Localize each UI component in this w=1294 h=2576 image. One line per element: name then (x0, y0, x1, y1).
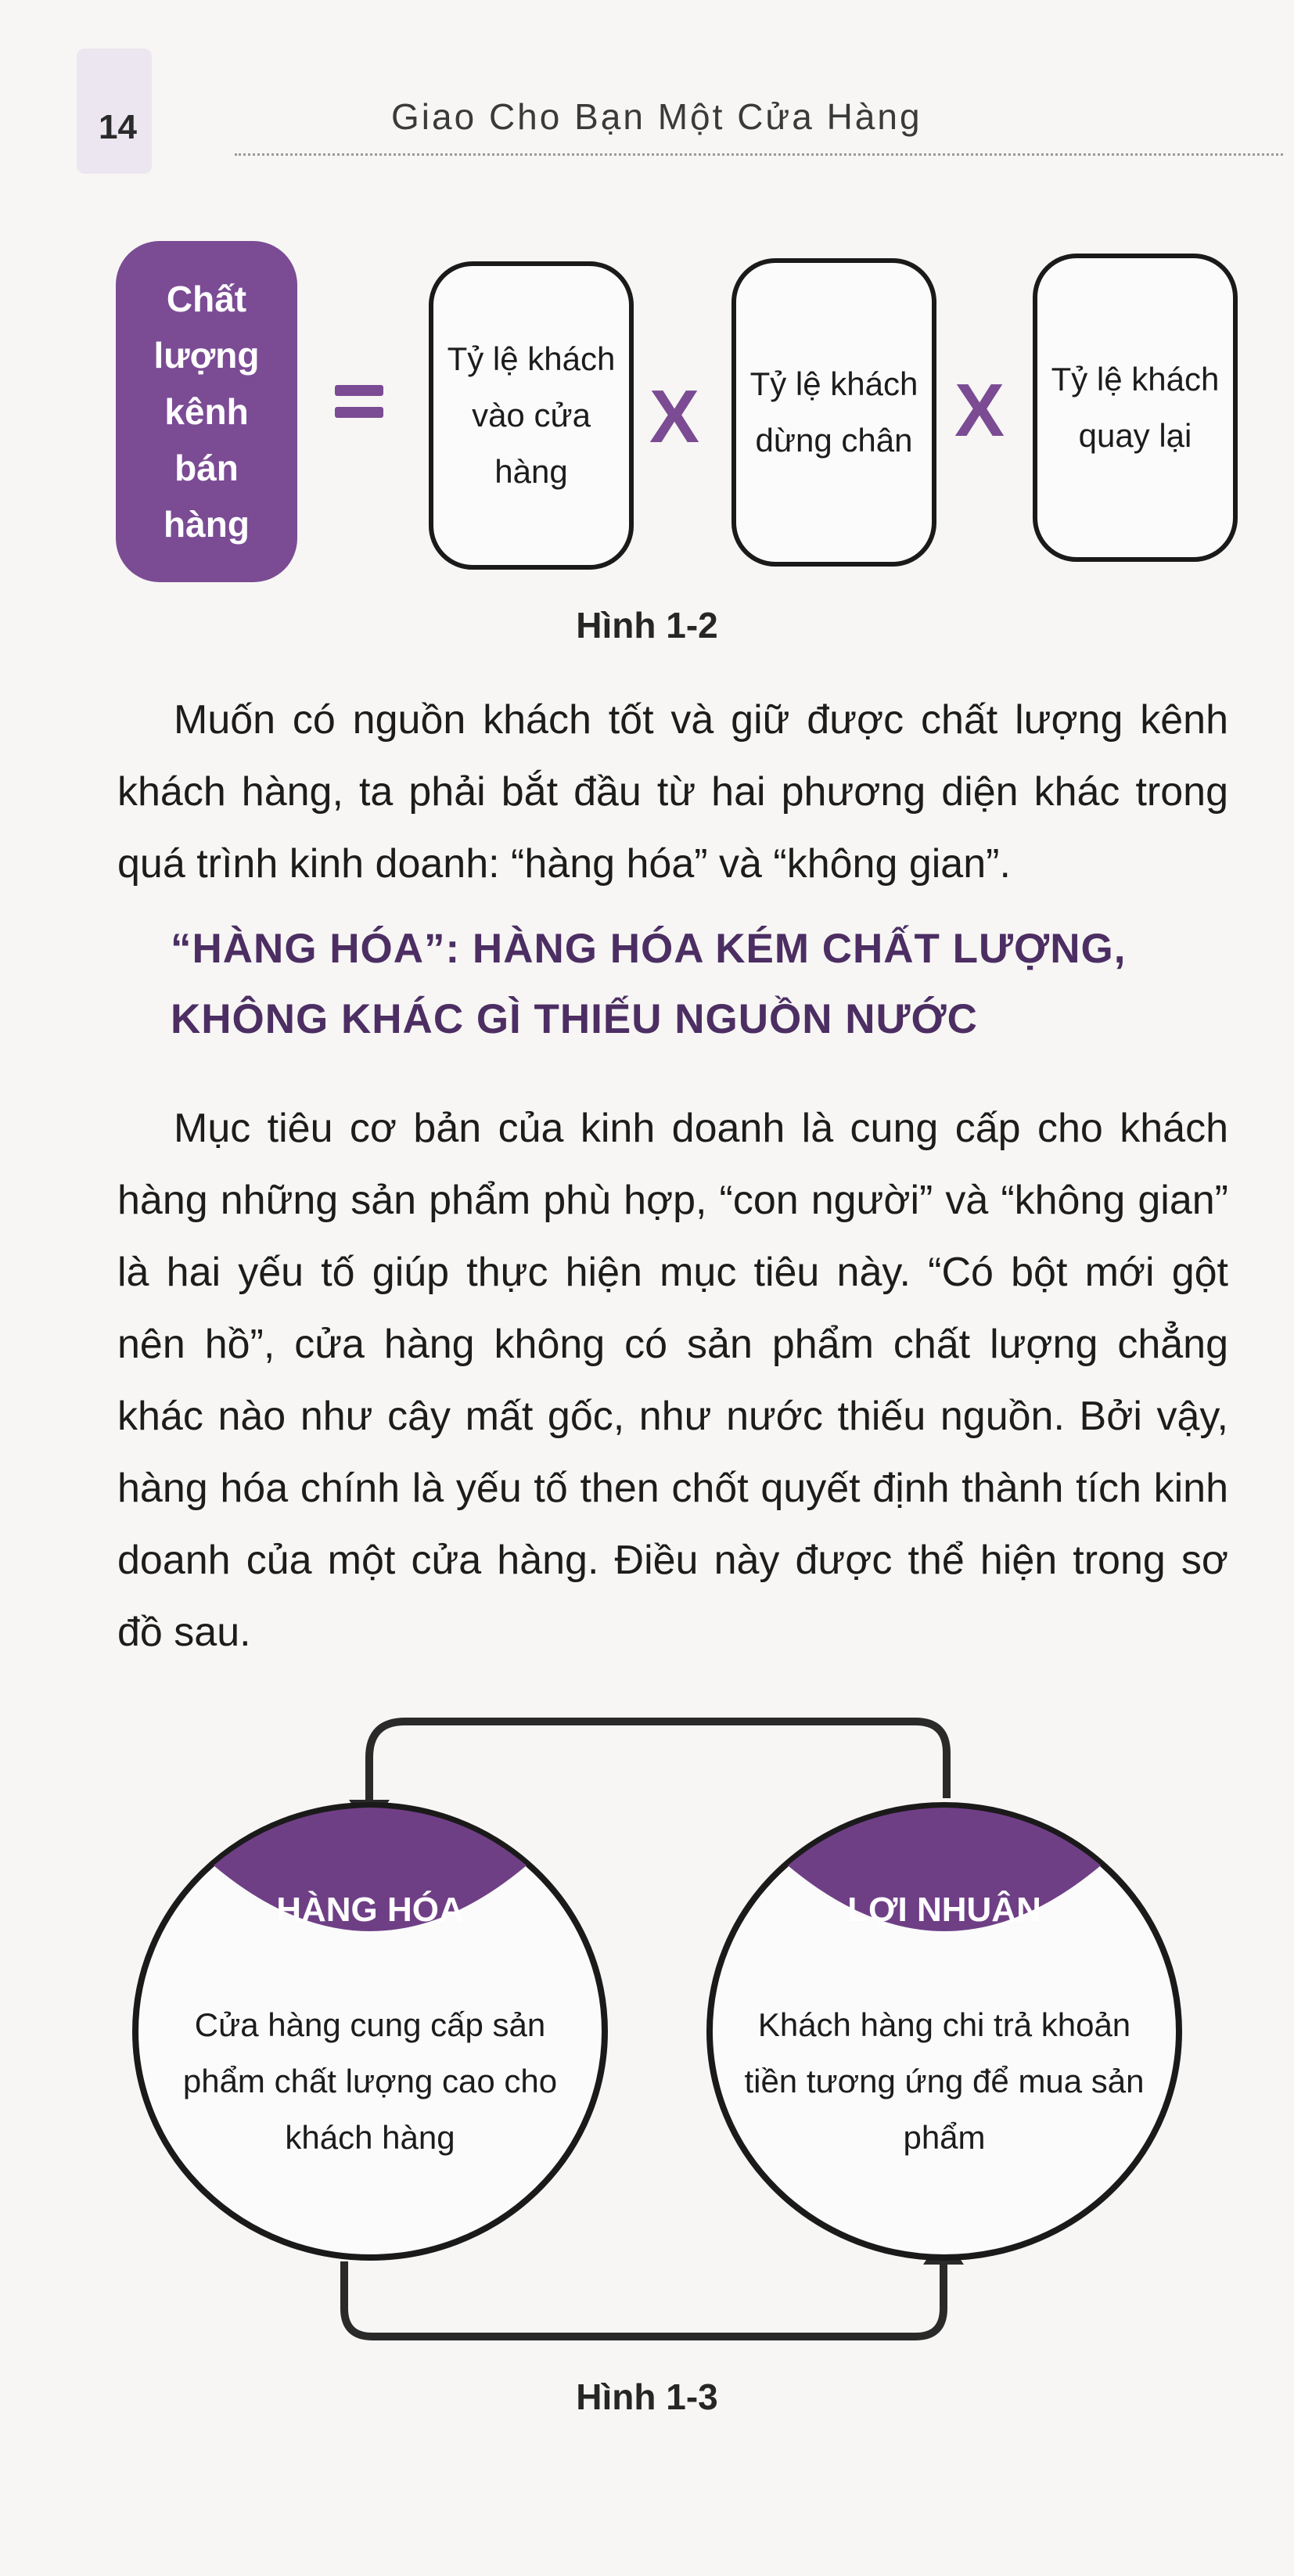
paragraph-text: Mục tiêu cơ bản của kinh doanh là cung cấp cho khách hàng những sản phẩm phù hợp, “con người” và “không gian” là hai yếu tố giúp thực hiện mục tiêu này. “Có bột mới gột nên hồ”, cửa hàng không có sản phẩm chất lượng chẳng khác nào như cây mất gốc, như nước thiếu nguồn. Bởi vậy, hàng hóa chính là yếu tố then chốt quyết định thành tích kinh doanh của một cửa hàng. Điều này được thể hiện trong sơ đồ sau. (117, 1106, 1228, 1655)
section-heading-line: KHÔNG KHÁC GÌ THIẾU NGUỒN NƯỚC (171, 996, 978, 1042)
paragraph (117, 684, 1228, 900)
figure-caption: Hình 1-2 (576, 605, 718, 646)
equals-sign (329, 368, 391, 430)
goods-node (131, 1801, 609, 2261)
profit-node-title: LỢI NHUẬN (847, 1891, 1041, 1929)
running-title: Giao Cho Bạn Một Cửa Hàng (391, 96, 922, 137)
multiply-sign: X (954, 369, 1005, 452)
profit-node-text: Khách hàng chi trả khoản tiền tương ứng để mua sản phẩm (744, 2006, 1145, 2156)
paragraph-text: Muốn có nguồn khách tốt và giữ được chất lượng kênh khách hàng, ta phải bắt đầu từ hai phương diện khác trong quá trình kinh doanh: “hàng hóa” và “không gian”. (117, 697, 1228, 887)
figure-1-2 (0, 0, 1294, 626)
figure-1-3 (0, 1690, 1294, 2457)
factor-label: Tỷ lệ khách quay lại (1051, 361, 1220, 454)
factor-box-entry-rate (429, 261, 634, 570)
factor-box-return-rate (1033, 254, 1238, 562)
factor-label: Tỷ lệ khách vào cửa hàng (447, 340, 616, 490)
goods-node-title: HÀNG HÓA (276, 1891, 464, 1929)
factor-label: Tỷ lệ khách dừng chân (749, 365, 918, 459)
factor-box-stop-rate (731, 258, 936, 567)
page-number: 14 (99, 108, 137, 146)
profit-node (706, 1801, 1183, 2261)
multiply-sign: X (649, 375, 700, 459)
sales-channel-quality-box (116, 241, 297, 582)
sales-channel-quality-label: Chất lượng kênh bán hàng (153, 279, 260, 545)
section-heading (171, 914, 1188, 1055)
section-heading-line: “HÀNG HÓA”: HÀNG HÓA KÉM CHẤT LƯỢNG, (171, 926, 1127, 972)
bottom-connector-line (344, 2260, 944, 2337)
goods-node-text: Cửa hàng cung cấp sản phẩm chất lượng cao cho khách hàng (182, 2006, 558, 2156)
figure-caption: Hình 1-3 (576, 2376, 718, 2417)
paragraph (117, 1092, 1228, 1668)
